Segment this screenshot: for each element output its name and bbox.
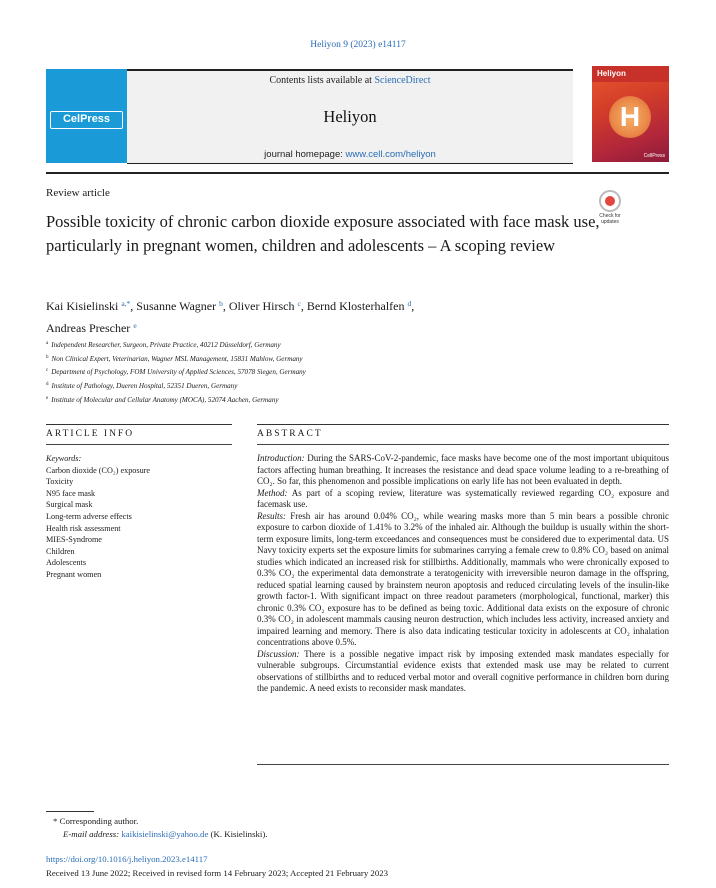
article-info-heading: ARTICLE INFO — [46, 429, 135, 439]
author-affiliation-ref[interactable]: d — [407, 299, 412, 308]
abstract-results — [257, 511, 669, 649]
keyword-item: Children — [46, 546, 75, 556]
received-dates: Received 13 June 2022; Received in revised form 14 February 2023; Accepted 21 February 2023 — [46, 868, 389, 878]
author-name[interactable]: Susanne Wagner — [136, 299, 217, 313]
keyword-item: N95 face mask — [46, 488, 96, 498]
abstract-heading-rule — [257, 444, 669, 445]
homepage-line — [127, 149, 573, 160]
header-banner — [127, 71, 573, 163]
abstract-top-rule — [257, 424, 669, 425]
abstract-section-text: As part of a scoping review, literature was systematically reviewed regarding CO₂ exposure and facemask use. — [257, 487, 670, 509]
affiliation-item — [46, 393, 606, 407]
keywords-label: Keywords: — [46, 454, 82, 463]
check-updates-icon-dot — [605, 196, 615, 206]
contents-prefix: Contents lists available at — [269, 75, 375, 86]
abstract-section-text: During the SARS-CoV-2-pandemic, face masks have become one of the most important ubiquitous factors affecting human breathing. It increases the resistance and dead space volume leading to a re-breathing of CO₂. So far, this phenomenon and possible implications on early life has not been evaluated in depth. — [257, 453, 670, 486]
cellpress-logo[interactable] — [46, 69, 127, 163]
journal-citation-link[interactable]: Heliyon 9 (2023) e14117 — [310, 40, 406, 50]
author-affiliation-ref[interactable]: b — [219, 299, 223, 308]
abstract-section-label: Discussion: — [257, 648, 300, 659]
email-label: E-mail address: — [63, 829, 120, 839]
keyword-item: Toxicity — [46, 477, 74, 487]
keyword-item: Adolescents — [46, 558, 87, 568]
abstract-section-text: Fresh air has around 0.04% CO₂, while wearing masks more than 5 min bears a possible chronic exposure to carbon dioxide of 1.41% to 3.2% of the inhaled air. Although the buildup is usually within the short-term exposure limits, long-term exceedances and consequences must be considered due to experimental data. US Navy toxicity experts set the exposure limits for submarines carrying a female crew to 0.8% CO₂ based on animal studies which indicated an increased risk for stillbirths. Additionally, mammals who were chronically exposed to 0.3% CO₂ the experimental data demonstrate a teratogenicity with irreversible neuron damage in the offspring, reduced spatial learning caused by brainstem neuron apoptosis and reduced circulating levels of the insulin-like growth factor-1. With significant impact on three readout parameters (morphological, functional, marker) this chronic 0.3% CO₂ exposure has to be defined as being toxic. Additional data exists on the exposure of chronic 0.3% CO₂ in adolescent mammals causing neuron destruction, which includes less activity, increased anxiety and impaired learning and memory. There is also data indicating testicular toxicity in adolescents at CO₂ inhalation concentrations above 0.5%. — [257, 510, 669, 647]
abstract-bottom-rule — [257, 764, 669, 765]
abstract-introduction — [257, 453, 669, 488]
homepage-link[interactable]: www.cell.com/heliyon — [345, 149, 436, 160]
affiliation-text: Institute of Pathology, Dueren Hospital, 52351 Dueren, Germany — [51, 382, 238, 391]
author-affiliation-ref[interactable]: e — [133, 321, 137, 330]
abstract-heading: ABSTRACT — [257, 429, 323, 439]
corresponding-author-note: * Corresponding author. — [53, 816, 139, 826]
affiliation-item — [46, 352, 606, 366]
affiliation-marker: d — [46, 382, 49, 388]
abstract-section-label: Introduction: — [257, 453, 305, 463]
affiliation-item — [46, 338, 606, 352]
homepage-prefix: journal homepage: — [264, 149, 346, 160]
abstract-method — [257, 488, 669, 511]
email-suffix: (K. Kisielinski). — [208, 829, 268, 839]
footnote-rule — [46, 811, 94, 812]
affiliation-text: Independent Researcher, Surgeon, Private Practice, 40212 Düsseldorf, Germany — [51, 341, 281, 349]
keywords-list — [46, 453, 232, 581]
abstract-body — [257, 453, 669, 695]
article-info-heading-rule — [46, 444, 232, 445]
article-title: Possible toxicity of chronic carbon dioxide exposure associated with face mask use, particularly in pregnant women, children and adolescents – A scoping review — [46, 212, 600, 255]
check-updates-line1: Check for — [599, 213, 621, 219]
affiliation-marker: c — [46, 368, 49, 374]
abstract-section-text: There is a possible negative impact risk by imposing extended mask mandates especially for vulnerable subgroups. Circumstantial evidence exists that extended mask use may be related to current observations of stillbirths and to reduced verbal motor and overall cognitive performance in children born during the pandemic. A need exists to reconsider mask mandates. — [257, 648, 669, 693]
author-list: Kai Kisielinski $^{a,*}$, Susanne Wagner $^b$, Oliver Hirsch $^c$, Bernd Klosterhalfen $^d$, Andreas Prescher $^e$ — [46, 299, 415, 335]
cover-title: Heliyon — [597, 69, 626, 78]
keyword-item: Surgical mask — [46, 500, 93, 510]
affiliation-text: Non Clinical Expert, Veterinarian, Wagner MSL Management, 15831 Mahlow, Germany — [51, 354, 303, 363]
keyword-item: Pregnant women — [46, 569, 102, 579]
affiliation-marker: e — [46, 395, 49, 401]
cellpress-logo-text: CelPress — [50, 111, 123, 129]
author-name[interactable]: Andreas Prescher — [46, 321, 131, 335]
cover-publisher: CellPress — [643, 153, 665, 159]
keyword-item: Long-term adverse effects — [46, 511, 132, 521]
email-link[interactable]: kaikisielinski@yahoo.de — [121, 829, 209, 839]
abstract-section-label: Method: — [257, 487, 288, 498]
keyword-item: Carbon dioxide (CO₂) exposure — [46, 465, 151, 475]
article-type: Review article — [46, 187, 110, 199]
author-affiliation-ref[interactable]: c — [297, 299, 301, 308]
author-affiliation-ref[interactable]: a,* — [121, 299, 131, 308]
affiliation-text: Department of Psychology, FOM University of Applied Sciences, 57078 Siegen, Germany — [51, 368, 306, 377]
email-footnote — [63, 829, 267, 839]
header-bottom-rule — [127, 163, 573, 164]
affiliation-item — [46, 365, 606, 379]
journal-title: Heliyon — [323, 107, 377, 126]
author-name[interactable]: Bernd Klosterhalfen — [306, 299, 405, 313]
header-divider — [46, 172, 669, 174]
sciencedirect-link[interactable]: ScienceDirect — [374, 75, 431, 86]
article-info-top-rule — [46, 424, 232, 425]
check-updates-line2: updates — [601, 219, 619, 225]
author-name[interactable]: Oliver Hirsch — [228, 299, 295, 313]
check-updates-icon — [599, 190, 621, 212]
abstract-discussion — [257, 649, 669, 695]
affiliation-marker: b — [46, 354, 49, 360]
journal-header — [46, 66, 669, 166]
affiliation-list — [46, 338, 606, 407]
affiliation-item — [46, 379, 606, 393]
author-name[interactable]: Kai Kisielinski — [46, 299, 119, 313]
affiliation-text: Institute of Molecular and Cellular Anatomy (MOCA), 52074 Aachen, Germany — [51, 395, 279, 404]
journal-cover-image[interactable] — [592, 66, 669, 162]
keyword-item: Health risk assessment — [46, 523, 121, 533]
cover-letter: H — [619, 101, 641, 132]
abstract-section-label: Results: — [257, 510, 286, 521]
affiliation-marker: a — [46, 341, 49, 346]
doi-link[interactable]: https://doi.org/10.1016/j.heliyon.2023.e14117 — [46, 854, 208, 864]
keyword-item: MIES-Syndrome — [46, 535, 102, 545]
contents-line — [127, 75, 573, 86]
